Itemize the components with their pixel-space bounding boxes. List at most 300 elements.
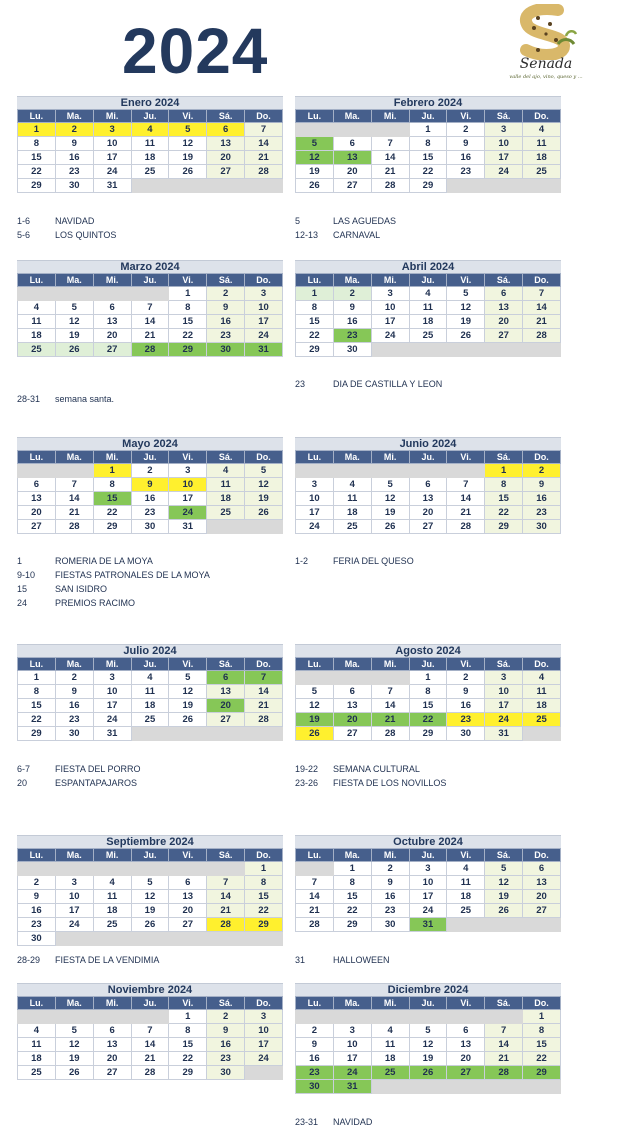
day-cell: 4 [371,1024,409,1038]
weekday-header: Sá. [485,274,523,287]
day-cell: 5 [485,862,523,876]
day-cell: 25 [523,713,561,727]
day-cell: 26 [296,179,334,193]
day-cell: 19 [55,329,93,343]
day-cell: 2 [447,123,485,137]
day-cell: 5 [296,685,334,699]
event-date: 1 [17,556,23,566]
weekday-header: Mi. [371,658,409,671]
weekday-header: Sá. [207,658,245,671]
day-cell: 8 [523,1024,561,1038]
weekday-header: Ma. [333,110,371,123]
day-cell: 26 [485,904,523,918]
weekday-header: Mi. [371,451,409,464]
weekday-header: Lu. [296,110,334,123]
event-notes [295,554,414,568]
month-title: Octubre 2024 [295,835,561,848]
day-cell: 24 [93,713,131,727]
day-cell: 26 [245,506,283,520]
day-cell: 7 [55,478,93,492]
day-cell: 30 [447,727,485,741]
day-cell: 17 [485,699,523,713]
day-cell: 11 [447,876,485,890]
day-cell: 5 [245,464,283,478]
month-title: Mayo 2024 [17,437,283,450]
day-cell: 9 [207,301,245,315]
event-name: ROMERIA DE LA MOYA [55,556,153,566]
day-cell: 8 [409,137,447,151]
empty-cell [447,343,485,357]
day-cell: 20 [333,165,371,179]
event-name: PREMIOS RACIMO [55,598,136,608]
day-cell: 27 [18,520,56,534]
empty-cell [245,179,283,193]
day-cell: 10 [93,685,131,699]
day-cell: 18 [333,506,371,520]
empty-cell [409,343,447,357]
weekday-header: Mi. [93,110,131,123]
day-cell: 11 [371,1038,409,1052]
day-cell: 17 [485,151,523,165]
empty-cell [296,464,334,478]
day-cell: 20 [93,1052,131,1066]
empty-cell [207,932,245,946]
day-cell: 5 [371,478,409,492]
day-cell: 8 [333,876,371,890]
weekday-header: Ma. [55,451,93,464]
weekday-header: Ma. [55,658,93,671]
day-cell: 15 [245,890,283,904]
day-cell: 29 [169,343,207,357]
day-cell: 11 [93,890,131,904]
day-cell: 10 [245,1024,283,1038]
day-cell: 22 [333,904,371,918]
day-cell: 16 [207,315,245,329]
empty-cell [447,464,485,478]
day-cell: 21 [371,165,409,179]
day-cell: 19 [371,506,409,520]
event-note [295,554,414,568]
calendar-febrero [295,96,561,193]
day-cell: 18 [523,151,561,165]
empty-cell [55,464,93,478]
day-cell: 18 [131,699,169,713]
day-cell: 28 [131,1066,169,1080]
event-note [17,953,159,967]
day-cell: 25 [447,904,485,918]
day-cell: 28 [131,343,169,357]
weekday-header: Ma. [333,849,371,862]
day-cell: 4 [207,464,245,478]
day-cell: 14 [131,315,169,329]
event-note [17,582,210,596]
event-notes [17,392,114,406]
weekday-header: Ma. [333,451,371,464]
day-cell: 26 [131,918,169,932]
day-cell: 29 [485,520,523,534]
day-cell: 5 [169,671,207,685]
weekday-header: Sá. [485,110,523,123]
event-date: 23-31 [295,1117,319,1127]
day-cell: 21 [245,699,283,713]
weekday-header: Do. [245,451,283,464]
day-cell: 29 [18,179,56,193]
day-cell: 17 [409,890,447,904]
day-cell: 13 [409,492,447,506]
day-cell: 27 [169,918,207,932]
weekday-header: Mi. [371,110,409,123]
day-cell: 16 [55,699,93,713]
day-cell: 7 [207,876,245,890]
day-cell: 30 [207,343,245,357]
day-cell: 20 [169,904,207,918]
empty-cell [409,1010,447,1024]
day-cell: 11 [131,685,169,699]
day-cell: 29 [409,179,447,193]
day-cell: 5 [169,123,207,137]
day-cell: 15 [296,315,334,329]
day-cell: 12 [169,685,207,699]
event-date: 1-6 [17,216,31,226]
day-cell: 25 [18,1066,56,1080]
event-date: 5 [295,216,301,226]
event-notes [295,377,442,391]
empty-cell [18,464,56,478]
empty-cell [371,343,409,357]
day-cell: 23 [18,918,56,932]
empty-cell [55,1010,93,1024]
weekday-header: Do. [245,110,283,123]
day-cell: 15 [409,699,447,713]
empty-cell [245,727,283,741]
day-cell: 9 [207,1024,245,1038]
day-cell: 8 [169,1024,207,1038]
empty-cell [131,179,169,193]
weekday-header: Lu. [296,658,334,671]
day-cell: 6 [409,478,447,492]
day-cell: 30 [18,932,56,946]
day-cell: 21 [485,1052,523,1066]
event-note [17,568,210,582]
empty-cell [18,1010,56,1024]
day-cell: 14 [371,151,409,165]
day-cell: 12 [55,315,93,329]
day-cell: 21 [523,315,561,329]
day-cell: 14 [371,699,409,713]
day-cell: 23 [131,506,169,520]
day-cell: 13 [333,699,371,713]
weekday-header: Vi. [447,849,485,862]
day-cell: 24 [245,329,283,343]
day-cell: 6 [93,1024,131,1038]
day-cell: 24 [169,506,207,520]
event-notes [295,1115,372,1129]
day-cell: 27 [333,727,371,741]
event-name: NAVIDAD [333,1117,373,1127]
day-cell: 5 [131,876,169,890]
empty-cell [371,1010,409,1024]
event-date: 19-22 [295,764,319,774]
event-name: semana santa. [55,394,115,404]
day-cell: 15 [169,1038,207,1052]
day-cell: 26 [447,329,485,343]
empty-cell [371,123,409,137]
day-cell: 4 [447,862,485,876]
empty-cell [333,1010,371,1024]
day-cell: 6 [207,671,245,685]
weekday-header: Ju. [131,849,169,862]
day-cell: 4 [333,478,371,492]
day-cell: 1 [93,464,131,478]
day-cell: 23 [207,1052,245,1066]
day-cell: 4 [131,123,169,137]
empty-cell [409,1080,447,1094]
event-note [295,214,396,228]
day-cell: 14 [245,685,283,699]
day-cell: 29 [333,918,371,932]
day-cell: 30 [371,918,409,932]
day-cell: 30 [207,1066,245,1080]
event-note [17,554,210,568]
weekday-header: Ma. [55,110,93,123]
calendar-diciembre [295,983,561,1094]
empty-cell [131,287,169,301]
day-cell: 22 [18,165,56,179]
day-cell: 9 [296,1038,334,1052]
empty-cell [485,179,523,193]
day-cell: 6 [333,685,371,699]
day-cell: 13 [169,890,207,904]
weekday-header: Ma. [333,274,371,287]
day-cell: 12 [371,492,409,506]
day-cell: 28 [371,179,409,193]
day-cell: 28 [207,918,245,932]
event-date: 1-2 [295,556,309,566]
day-cell: 23 [55,165,93,179]
day-cell: 24 [333,1066,371,1080]
day-cell: 6 [207,123,245,137]
empty-cell [131,727,169,741]
event-date: 24 [17,598,28,608]
day-cell: 4 [18,1024,56,1038]
day-cell: 10 [169,478,207,492]
day-cell: 17 [93,151,131,165]
empty-cell [523,727,561,741]
empty-cell [523,343,561,357]
weekday-header: Ju. [131,451,169,464]
weekday-header: Ju. [131,274,169,287]
event-name: LAS AGUEDAS [333,216,397,226]
day-cell: 22 [409,165,447,179]
day-cell: 28 [485,1066,523,1080]
day-cell: 30 [333,343,371,357]
weekday-header: Sá. [485,849,523,862]
weekday-header: Mi. [371,997,409,1010]
day-cell: 15 [485,492,523,506]
day-cell: 22 [296,329,334,343]
day-cell: 16 [296,1052,334,1066]
day-cell: 18 [18,1052,56,1066]
month-title: Diciembre 2024 [295,983,561,996]
weekday-header: Ju. [409,658,447,671]
day-cell: 11 [18,315,56,329]
weekday-header: Ma. [55,849,93,862]
day-cell: 25 [93,918,131,932]
day-cell: 24 [409,904,447,918]
day-cell: 23 [207,329,245,343]
empty-cell [93,1010,131,1024]
calendar-julio [17,644,283,741]
weekday-header: Vi. [447,658,485,671]
day-cell: 21 [371,713,409,727]
event-note [17,392,114,406]
empty-cell [207,179,245,193]
day-cell: 19 [296,165,334,179]
day-cell: 10 [333,1038,371,1052]
day-cell: 16 [447,699,485,713]
empty-cell [131,1010,169,1024]
weekday-header: Mi. [371,274,409,287]
day-cell: 30 [296,1080,334,1094]
empty-cell [523,179,561,193]
day-cell: 12 [296,699,334,713]
day-cell: 16 [333,315,371,329]
day-cell: 20 [18,506,56,520]
month-title: Agosto 2024 [295,644,561,657]
weekday-header: Sá. [485,997,523,1010]
day-cell: 17 [245,315,283,329]
weekday-header: Sá. [207,997,245,1010]
month-title: Julio 2024 [17,644,283,657]
day-cell: 18 [523,699,561,713]
event-notes [17,554,210,610]
day-cell: 2 [371,862,409,876]
day-cell: 12 [485,876,523,890]
day-cell: 15 [93,492,131,506]
day-cell: 7 [131,1024,169,1038]
calendar-noviembre [17,983,283,1080]
month-title: Febrero 2024 [295,96,561,109]
weekday-header: Sá. [207,110,245,123]
weekday-header: Vi. [447,451,485,464]
empty-cell [296,862,334,876]
day-cell: 5 [447,287,485,301]
weekday-header: Vi. [169,274,207,287]
empty-cell [18,287,56,301]
event-notes [295,214,396,242]
day-cell: 26 [55,1066,93,1080]
day-cell: 28 [296,918,334,932]
event-name: DIA DE CASTILLA Y LEON [333,379,443,389]
day-cell: 14 [245,137,283,151]
calendar-enero [17,96,283,193]
day-cell: 3 [485,123,523,137]
day-cell: 31 [333,1080,371,1094]
day-cell: 29 [169,1066,207,1080]
weekday-header: Do. [245,849,283,862]
day-cell: 11 [18,1038,56,1052]
day-cell: 22 [169,1052,207,1066]
weekday-header: Ju. [131,658,169,671]
day-cell: 30 [523,520,561,534]
empty-cell [523,1080,561,1094]
day-cell: 1 [169,1010,207,1024]
weekday-header: Do. [523,274,561,287]
empty-cell [169,932,207,946]
weekday-header: Mi. [93,451,131,464]
day-cell: 10 [55,890,93,904]
day-cell: 23 [333,329,371,343]
empty-cell [131,862,169,876]
day-cell: 9 [523,478,561,492]
day-cell: 21 [447,506,485,520]
weekday-header: Ju. [409,997,447,1010]
day-cell: 10 [485,137,523,151]
day-cell: 18 [131,151,169,165]
empty-cell [207,862,245,876]
day-cell: 3 [55,876,93,890]
day-cell: 28 [447,520,485,534]
event-date: 6-7 [17,764,31,774]
day-cell: 8 [169,301,207,315]
day-cell: 6 [93,301,131,315]
weekday-header: Lu. [18,274,56,287]
day-cell: 2 [207,1010,245,1024]
day-cell: 3 [245,1010,283,1024]
day-cell: 10 [93,137,131,151]
weekday-header: Ju. [409,849,447,862]
day-cell: 1 [409,671,447,685]
weekday-header: Vi. [169,110,207,123]
empty-cell [523,918,561,932]
event-notes [17,762,141,790]
page-title: 2024 [122,15,269,87]
day-cell: 10 [409,876,447,890]
day-cell: 1 [523,1010,561,1024]
day-cell: 25 [333,520,371,534]
day-cell: 19 [169,151,207,165]
month-title: Septiembre 2024 [17,835,283,848]
event-note [17,214,116,228]
day-cell: 2 [523,464,561,478]
day-cell: 6 [333,137,371,151]
empty-cell [296,1010,334,1024]
day-cell: 18 [409,315,447,329]
calendar-marzo [17,260,283,357]
day-cell: 26 [409,1066,447,1080]
day-cell: 20 [485,315,523,329]
event-note [17,228,116,242]
day-cell: 2 [333,287,371,301]
day-cell: 3 [371,287,409,301]
day-cell: 25 [131,165,169,179]
day-cell: 6 [18,478,56,492]
weekday-header: Sá. [207,849,245,862]
empty-cell [485,918,523,932]
event-note [17,596,210,610]
weekday-header: Ma. [55,997,93,1010]
day-cell: 13 [447,1038,485,1052]
day-cell: 5 [409,1024,447,1038]
day-cell: 20 [207,699,245,713]
day-cell: 18 [447,890,485,904]
day-cell: 22 [523,1052,561,1066]
day-cell: 22 [93,506,131,520]
day-cell: 20 [523,890,561,904]
day-cell: 14 [523,301,561,315]
day-cell: 20 [333,713,371,727]
day-cell: 18 [18,329,56,343]
